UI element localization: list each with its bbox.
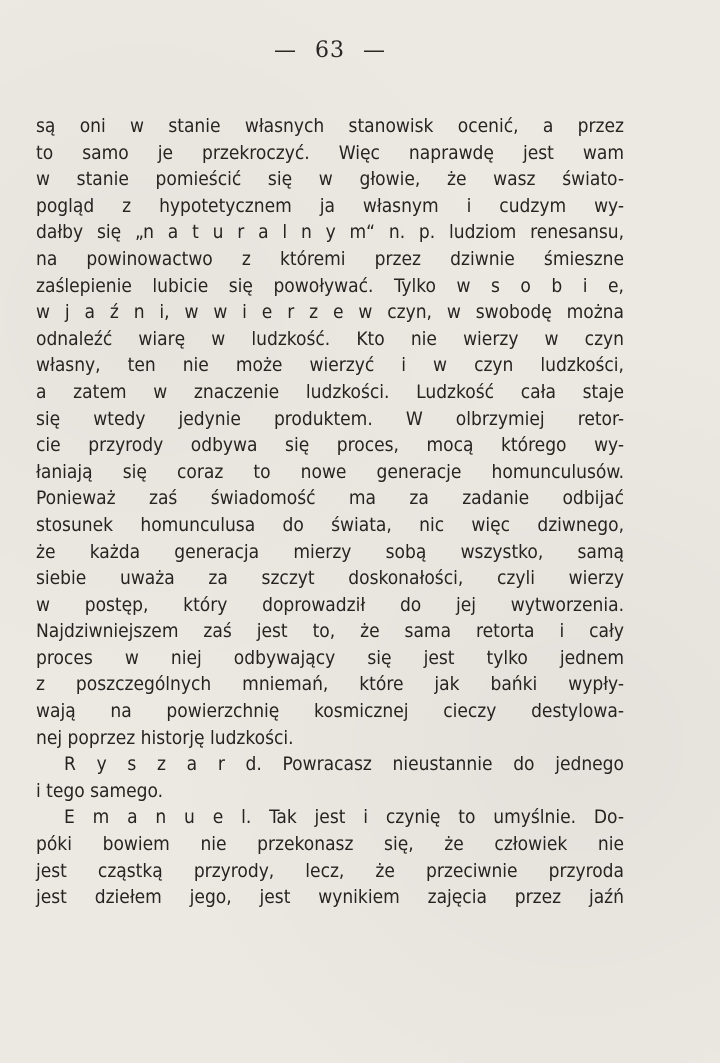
text-line: w postęp, który doprowadził do jej wytworzenia. [36,593,624,616]
text-line: łaniają się coraz to nowe generacje homunculusów. [36,460,624,483]
text-line: że każda generacja mierzy sobą wszystko, samą [36,540,624,563]
text-line: własny, ten nie może wierzyć i w czyn ludzkości, [36,354,624,377]
page-number: 63 [315,38,345,63]
header-dash-right: — [363,38,386,63]
text-line: stosunek homunculusa do świata, nic więc dziwnego, [36,513,624,536]
text-line: z poszczególnych mniemań, które jak bańki wypły- [36,673,624,696]
text-line: proces w niej odbywający się jest tylko jednem [36,646,624,669]
page-header [36,38,624,63]
header-dash-left: — [274,38,297,63]
text-line: wają na powierzchnię kosmicznej cieczy destylowa- [36,700,624,723]
text-line: E m a n u e l. Tak jest i czynię to umyślnie. Do- [64,806,624,829]
text-line: w stanie pomieścić się w głowie, że wasz świato- [36,168,624,191]
text-line: a zatem w znaczenie ludzkości. Ludzkość cała staje [36,380,624,403]
text-line: na powinowactwo z któremi przez dziwnie śmieszne [36,247,624,270]
text-line: i tego samego. [36,779,164,802]
text-line: siebie uważa za szczyt doskonałości, czyli wierzy [36,567,624,590]
book-page [36,0,624,1063]
text-line: nej poprzez historję ludzkości. [36,726,294,749]
text-line: dałby się „n a t u r a l n y m“ n. p. ludziom renesansu, [36,221,624,244]
text-line: są oni w stanie własnych stanowisk ocenić, a przez [36,115,624,137]
text-line: to samo je przekroczyć. Więc naprawdę jest wam [36,141,624,164]
text-line: Najdziwniejszem zaś jest to, że sama retorta i cały [36,620,624,643]
text-line: jest cząstką przyrody, lecz, że przeciwnie przyroda [36,859,624,882]
text-line: zaślepienie lubicie się powoływać. Tylko w s o b i e, [36,274,624,297]
text-line: jest dziełem jego, jest wynikiem zajęcia przez jaźń [36,886,624,909]
text-line: póki bowiem nie przekonasz się, że człowiek nie [36,833,624,856]
text-line: pogląd z hypotetycznem ja własnym i cudzym wy- [36,194,624,217]
text-line: R y s z a r d. Powracasz nieustannie do jednego [64,753,624,776]
text-line: cie przyrody odbywa się proces, mocą którego wy- [36,434,624,457]
text-line: Ponieważ zaś świadomość ma za zadanie odbijać [36,487,624,510]
text-line: w j a ź n i, w w i e r z e w czyn, w swobodę można [36,301,624,324]
body-text [36,113,624,911]
text-line: się wtedy jedynie produktem. W olbrzymiej retor- [36,407,624,430]
text-line: odnaleźć wiarę w ludzkość. Kto nie wierzy w czyn [36,327,624,350]
